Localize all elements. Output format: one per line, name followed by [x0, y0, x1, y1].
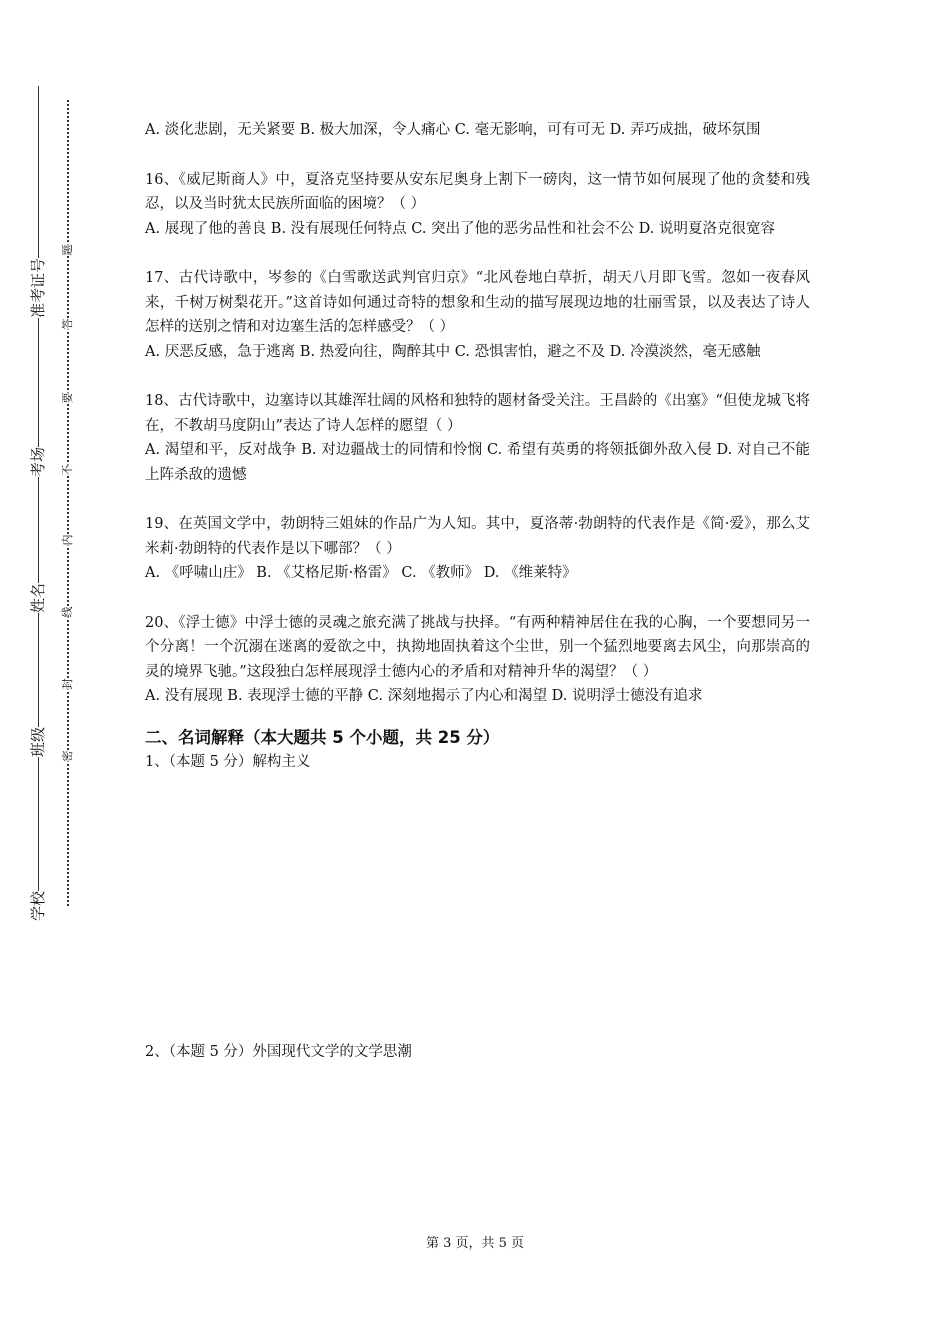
question-16 [145, 168, 810, 242]
question-options: A. 渴望和平，反对战争 B. 对边疆战士的同情和怜悯 C. 希望有英勇的将领抵御外敌入侵 D. 对自己不能上阵杀敌的遗憾 [145, 442, 810, 483]
question-text: 17、古代诗歌中，岑参的《白雪歌送武判官归京》“北风卷地白草折，胡天八月即飞雪。忽如一夜春风来，千树万树梨花开。”这首诗如何通过奇特的想象和生动的描写展现边地的壮丽雪景，以及表达了诗人怎样的送别之情和对边塞生活的怎样感受？（ ） [145, 270, 810, 335]
binding-dotted-line [67, 100, 69, 906]
name-label: 姓名 [29, 582, 47, 614]
exam-room-label: 考场 [29, 446, 47, 478]
school-label: 学校 [29, 890, 47, 922]
question-options: A. 淡化悲剧，无关紧要 B. 极大加深，令人痛心 C. 毫无影响，可有可无 D. 弄巧成拙，破坏氛围 [145, 122, 761, 138]
question-text: 16、《威尼斯商人》中，夏洛克坚持要从安东尼奥身上割下一磅肉，这一情节如何展现了他的贪婪和残忍，以及当时犹太民族所面临的困境？（ ） [145, 171, 810, 212]
seal-char-da: 答 [61, 318, 74, 330]
exam-number-label: 准考证号 [29, 257, 47, 319]
class-label: 班级 [29, 726, 47, 758]
question-options: A. 厌恶反感，急于逃离 B. 热爱向往，陶醉其中 C. 恐惧害怕，避之不及 D. 冷漠淡然，毫无感触 [145, 343, 761, 360]
question-text: 20、《浮士德》中浮士德的灵魂之旅充满了挑战与抉择。“有两种精神居住在我的心胸，一个要想同另一个分离！一个沉溺在迷离的爱欲之中，执拗地固执着这个尘世，别一个猛烈地要离去风尘，向那崇高的灵的境界飞驰。”这段独白怎样展现浮士德内心的矛盾和对精神升华的渴望？（ ） [145, 614, 810, 680]
binding-margin [0, 0, 90, 1344]
term-item-1: 1、（本题 5 分）解构主义 [145, 753, 311, 770]
seal-char-feng: 封 [61, 678, 74, 690]
seal-char-mi: 密 [61, 750, 74, 762]
exam-content [145, 118, 810, 774]
seal-char-ti: 题 [61, 244, 74, 256]
question-17 [145, 266, 810, 364]
seal-char-bu: 不 [61, 464, 74, 476]
question-text: 18、古代诗歌中，边塞诗以其雄浑壮阔的风格和独特的题材备受关注。王昌龄的《出塞》“但使龙城飞将在，不教胡马度阴山”表达了诗人怎样的愿望（ ） [145, 393, 810, 434]
page-footer: 第 3 页，共 5 页 [425, 1236, 525, 1251]
question-options: A. 没有展现 B. 表现浮士德的平静 C. 深刻地揭示了内心和渴望 D. 说明浮士德没有追求 [145, 688, 703, 704]
seal-char-nei: 内 [61, 534, 74, 546]
question-text: 19、在英国文学中，勃朗特三姐妹的作品广为人知。其中，夏洛蒂·勃朗特的代表作是《简·爱》，那么艾米莉·勃朗特的代表作是以下哪部？（ ） [145, 516, 810, 557]
question-15-tail [145, 118, 810, 143]
question-options: A. 《呼啸山庄》 B. 《艾格尼斯·格雷》 C. 《教师》 D. 《维莱特》 [145, 565, 577, 581]
section-2-title: 二、名词解释（本大题共 5 个小题，共 25 分） [145, 727, 500, 747]
term-item-2: 2、（本题 5 分）外国现代文学的文学思潮 [145, 1044, 412, 1060]
seal-char-yao: 要 [61, 392, 74, 404]
seal-char-xian: 线 [61, 606, 74, 618]
binding-solid-line [38, 86, 39, 916]
question-18 [145, 389, 810, 487]
question-19 [145, 512, 810, 586]
question-options: A. 展现了他的善良 B. 没有展现任何特点 C. 突出了他的恶劣品性和社会不公 D. 说明夏洛克很宽容 [145, 220, 776, 237]
question-20 [145, 611, 810, 709]
